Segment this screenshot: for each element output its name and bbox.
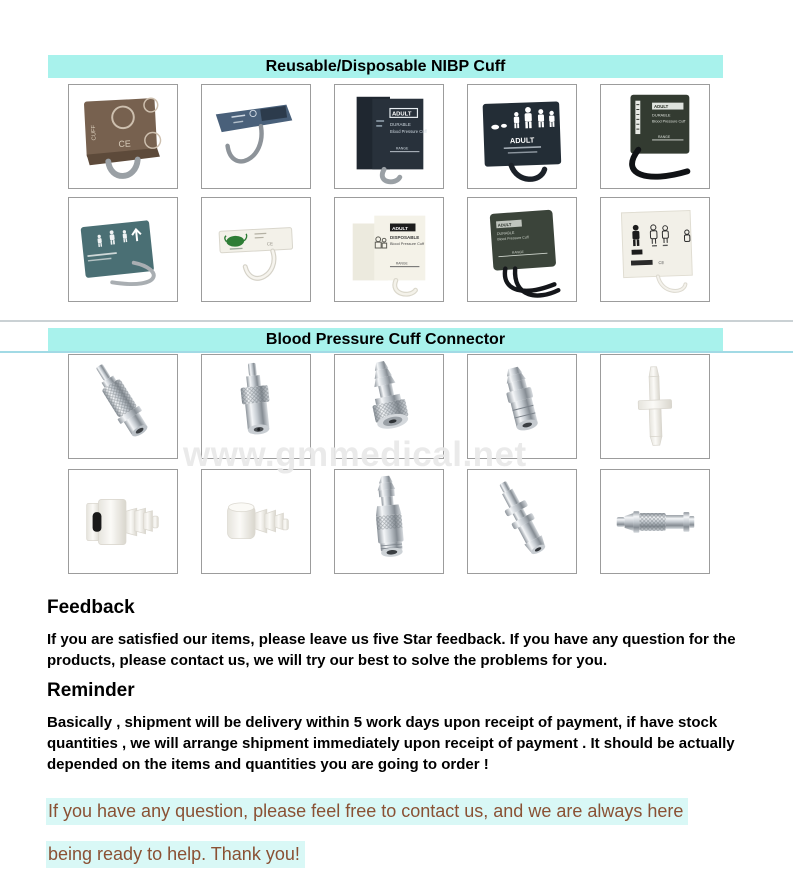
product-photo-cuff-7 <box>201 197 311 302</box>
svg-text:CE: CE <box>266 241 274 247</box>
contact-note-highlight-1: If you have any question, please feel free to contact us, and we are always here <box>46 798 688 825</box>
svg-text:RANGE: RANGE <box>395 146 409 151</box>
product-photo-cuff-5 <box>600 84 710 189</box>
svg-text:CUFF: CUFF <box>90 124 98 141</box>
svg-text:ADULT: ADULT <box>497 221 512 228</box>
svg-text:ADULT: ADULT <box>654 104 669 110</box>
product-photo-cuff-10 <box>600 197 710 302</box>
reminder-paragraph: Basically , shipment will be delivery within 5 work days upon receipt of payment, if have stock quantities , we will arrange shipment immediately upon receipt of payment . It should be actually depended on the items and quantities you are going to order ! <box>47 714 735 773</box>
product-photo-cuff-9 <box>467 197 577 302</box>
svg-text:RANGE: RANGE <box>511 249 524 255</box>
svg-text:ADULT: ADULT <box>509 135 535 146</box>
banner-nibp-cuff <box>48 55 723 78</box>
product-photo-connector-7 <box>201 469 311 574</box>
svg-text:Blood Pressure Cuff: Blood Pressure Cuff <box>497 235 529 242</box>
product-photo-connector-1 <box>68 354 178 459</box>
product-photo-connector-2 <box>201 354 311 459</box>
svg-text:DURABLE: DURABLE <box>496 230 515 237</box>
product-photo-cuff-3 <box>334 84 444 189</box>
contact-note-line-2 <box>46 844 305 865</box>
product-photo-cuff-1 <box>68 84 178 189</box>
svg-text:DURABLE: DURABLE <box>389 122 411 128</box>
feedback-paragraph: If you are satisfied our items, please leave us five Star feedback. If you have any question for the products, please contact us, we will try our best to solve the problems for you. <box>47 631 736 669</box>
svg-text:DISPOSABLE: DISPOSABLE <box>389 235 420 241</box>
svg-text:DURABLE: DURABLE <box>652 112 671 118</box>
product-photo-cuff-6 <box>68 197 178 302</box>
cuff-product-grid <box>68 84 710 302</box>
contact-note-highlight-2: being ready to help. Thank you! <box>46 841 305 868</box>
product-photo-connector-10 <box>600 469 710 574</box>
banner-cuff-connector <box>48 328 723 351</box>
separator-line-blue <box>0 351 793 353</box>
contact-note-line-1 <box>46 801 688 822</box>
banner-nibp-cuff-title: Reusable/Disposable NIBP Cuff <box>265 58 506 75</box>
svg-text:RANGE: RANGE <box>395 261 408 266</box>
connector-product-grid <box>68 354 710 574</box>
banner-cuff-connector-title: Blood Pressure Cuff Connector <box>265 331 506 348</box>
product-photo-connector-9 <box>467 469 577 574</box>
svg-text:RANGE: RANGE <box>657 134 671 139</box>
svg-text:ADULT: ADULT <box>391 111 412 118</box>
svg-text:CE: CE <box>118 138 132 150</box>
product-photo-cuff-2 <box>201 84 311 189</box>
feedback-heading: Feedback <box>47 597 135 618</box>
product-photo-connector-3 <box>334 354 444 459</box>
separator-line-top <box>0 320 793 322</box>
svg-text:Blood Pressure Cuff: Blood Pressure Cuff <box>652 119 686 124</box>
product-photo-connector-8 <box>334 469 444 574</box>
product-photo-connector-5 <box>600 354 710 459</box>
product-photo-connector-4 <box>467 354 577 459</box>
svg-text:CE: CE <box>658 260 665 266</box>
product-photo-cuff-8 <box>334 197 444 302</box>
product-photo-cuff-4 <box>467 84 577 189</box>
svg-text:Blood Pressure Cuff: Blood Pressure Cuff <box>389 242 425 247</box>
svg-text:Blood Pressure Cuff: Blood Pressure Cuff <box>389 129 427 135</box>
watermark-text: www.gmmedical.net <box>183 435 527 474</box>
svg-text:ADULT: ADULT <box>391 226 409 232</box>
reminder-heading: Reminder <box>47 680 135 701</box>
product-photo-connector-6 <box>68 469 178 574</box>
